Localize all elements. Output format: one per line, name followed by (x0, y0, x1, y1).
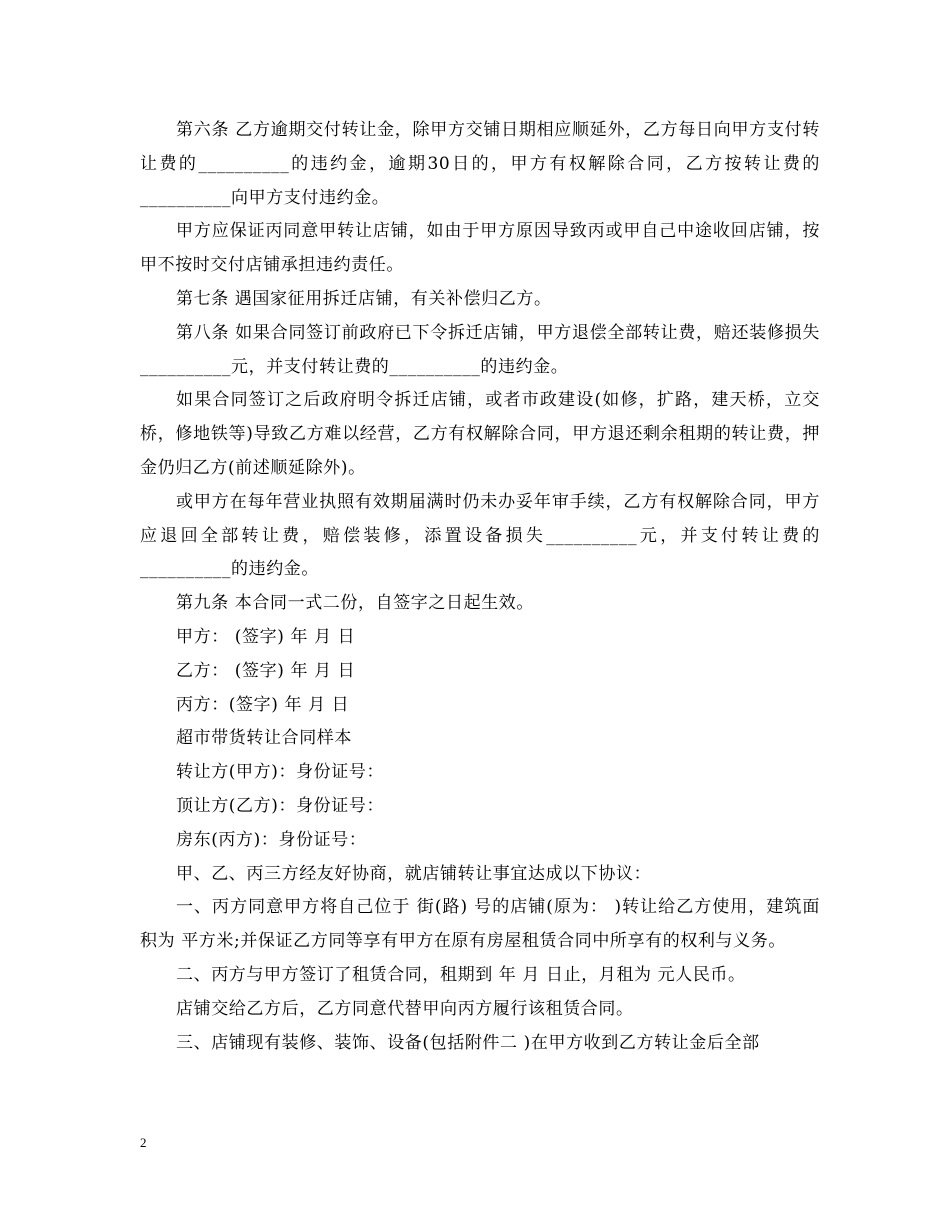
signature-line-party-a: 甲方： (签字) 年 月 日 (176, 626, 356, 647)
paragraph-article-7: 第七条 遇国家征用拆迁店铺，有关补偿归乙方。 (176, 288, 552, 309)
clause-three: 三、店铺现有装修、装饰、设备(包括附件二 )在甲方收到乙方转让金后全部 (176, 1032, 760, 1053)
paragraph-demolition: 如果合同签订之后政府明令拆迁店铺，或者市政建设(如修，扩路，建天桥，立交桥，修地铁等)导致乙方难以经营，乙方有权解除合同，甲方退还剩余租期的转让费，押金仍归乙方(前述顺延除外)。 (140, 390, 820, 478)
transferee-line: 顶让方(乙方)：身份证号： (176, 795, 385, 816)
sample-title: 超市带货转让合同样本 (176, 728, 352, 749)
agreement-intro: 甲、乙、丙三方经友好协商，就店铺转让事宜达成以下协议： (176, 863, 652, 884)
transferor-line: 转让方(甲方)：身份证号： (176, 762, 385, 783)
paragraph-article-6: 第六条 乙方逾期交付转让金，除甲方交铺日期相应顺延外，乙方每日向甲方支付转让费的__________的违约金，逾期30日的，甲方有权解除合同，乙方按转让费的__________向甲方支付违约金。 (140, 120, 820, 208)
paragraph-article-8: 第八条 如果合同签订前政府已下令拆迁店铺，甲方退偿全部转让费，赔还装修损失__________元，并支付转让费的__________的违约金。 (140, 322, 820, 377)
paragraph-article-9: 第九条 本合同一式二份，自签字之日起生效。 (176, 593, 535, 614)
signature-line-party-b: 乙方： (签字) 年 月 日 (176, 660, 356, 681)
clause-two: 二、丙方与甲方签订了租赁合同，租期到 年 月 日止，月租为 元人民币。 (176, 964, 746, 985)
page-number: 2 (140, 1135, 147, 1150)
clause-one: 一、丙方同意甲方将自己位于 街(路) 号的店铺(原为： )转让给乙方使用，建筑面积为 平方米;并保证乙方同等享有甲方在原有房屋租赁合同中所享有的权利与义务。 (140, 897, 820, 952)
clause-two-continued: 店铺交给乙方后，乙方同意代替甲向丙方履行该租赁合同。 (176, 998, 634, 1019)
paragraph-guarantee: 甲方应保证丙同意甲转让店铺，如由于甲方原因导致丙或甲自己中途收回店铺，按甲不按时交付店铺承担违约责任。 (140, 221, 820, 276)
document-body (140, 114, 820, 1060)
signature-line-party-c: 丙方：(签字) 年 月 日 (176, 694, 350, 715)
landlord-line: 房东(丙方)：身份证号： (176, 829, 367, 850)
paragraph-license: 或甲方在每年营业执照有效期届满时仍未办妥年审手续，乙方有权解除合同，甲方应退回全部转让费，赔偿装修，添置设备损失__________元，并支付转让费的__________的违约金。 (140, 491, 820, 580)
